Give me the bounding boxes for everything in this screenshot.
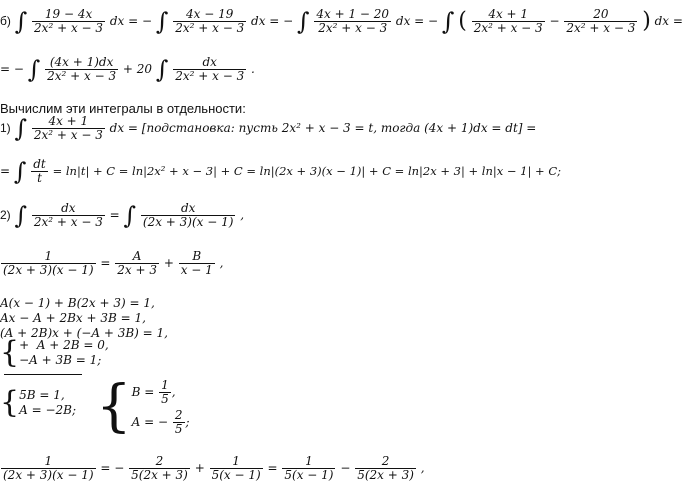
integral-sign: ∫ bbox=[27, 55, 41, 84]
equation-row: (A + 2B)x + (−A + 3B) = 1, bbox=[0, 326, 168, 340]
line-2 bbox=[0, 202, 244, 229]
fraction: $\frac{19 - 4x}{\text{2x² + x − 3}}$ bbox=[34, 7, 104, 35]
brace: { bbox=[0, 335, 20, 370]
fraction: $\frac{1}{5}$ bbox=[161, 378, 169, 406]
paren: ) bbox=[642, 8, 651, 34]
fraction: $\frac{4x + 1}{\text{2x² + x − 3}}$ bbox=[473, 7, 543, 35]
fraction: $\frac{4x + 1}{\text{2x² + x − 3}}$ bbox=[33, 114, 103, 142]
section-heading: Вычислим эти интегралы в отдельности: bbox=[0, 101, 246, 116]
math-text: + bbox=[194, 461, 205, 475]
system-row: A = −2B; bbox=[19, 403, 76, 417]
math-text: − bbox=[549, 14, 560, 28]
label-b: б) bbox=[0, 14, 11, 28]
fraction: $\frac{dt}{t}$ bbox=[33, 157, 46, 185]
math-text: dx = − bbox=[395, 14, 439, 28]
math-text: dx = bbox=[654, 14, 683, 28]
math-text: = bbox=[100, 256, 111, 270]
math-text: , bbox=[240, 208, 245, 222]
plus-sign: + bbox=[19, 338, 30, 352]
paren: ( bbox=[458, 8, 467, 34]
system-3 bbox=[96, 374, 190, 439]
integral-sign: ∫ bbox=[13, 157, 27, 186]
integral-sign: ∫ bbox=[155, 7, 169, 36]
system-rows bbox=[132, 377, 190, 437]
math-text: = bbox=[109, 208, 120, 222]
line-b2 bbox=[0, 56, 255, 83]
fraction: $\frac{dx}{\text{2x² + x − 3}}$ bbox=[175, 55, 245, 83]
math-text: dx = [подстановка: пусть 2x² + x − 3 = t, тогда (4x + 1)dx = dt] = bbox=[109, 121, 537, 135]
system-2 bbox=[0, 385, 76, 420]
equation-row: A(x − 1) + B(2x + 3) = 1, bbox=[0, 296, 155, 310]
system-row: A + 2B = 0, bbox=[36, 338, 109, 352]
system-rows bbox=[19, 338, 109, 368]
label-2: 2) bbox=[0, 208, 11, 222]
math-text: , bbox=[420, 461, 425, 475]
brace: { bbox=[0, 385, 20, 420]
math-text: dx = − bbox=[109, 14, 153, 28]
fraction: $\frac{20}{\text{2x² + x − 3}}$ bbox=[566, 7, 636, 35]
integral-sign: ∫ bbox=[155, 55, 169, 84]
fraction: $\frac{2}{5(2x + 3)}$ bbox=[131, 454, 188, 482]
fraction: $\frac{A}{2x + 3}$ bbox=[117, 249, 157, 277]
system-1 bbox=[0, 335, 109, 370]
line-1 bbox=[0, 115, 536, 142]
line-final-decomposition bbox=[0, 455, 425, 482]
integral-sign: ∫ bbox=[14, 7, 28, 36]
math-text: = − bbox=[100, 461, 125, 475]
math-text: . bbox=[251, 62, 255, 76]
math-text: + bbox=[163, 256, 174, 270]
system-rows bbox=[19, 388, 76, 418]
math-text: = − bbox=[0, 62, 24, 76]
fraction: $\frac{4x - 19}{\text{2x² + x − 3}}$ bbox=[175, 7, 245, 35]
fraction: $\frac{2}{5}$ bbox=[174, 408, 183, 436]
math-text: + 20 bbox=[122, 62, 153, 76]
label-1: 1) bbox=[0, 121, 11, 135]
fraction: $\frac{4x + 1 - 20}{\text{2x² + x − 3}}$ bbox=[316, 7, 390, 35]
fraction: $\frac{B}{x - 1}$ bbox=[180, 249, 213, 277]
math-text: − bbox=[340, 461, 351, 475]
line-partial-fractions bbox=[0, 250, 223, 277]
math-text: ; bbox=[185, 415, 190, 429]
math-text: , bbox=[219, 256, 224, 270]
integral-sign: ∫ bbox=[14, 201, 28, 230]
math-text: = ln|t| + C = ln|2x² + x − 3| + C = ln|(2x + 3)(x − 1)| + C = ln|2x + 3| + ln|x − 1| + C; bbox=[52, 164, 561, 178]
system-row: −A + 3B = 1; bbox=[19, 353, 102, 367]
fraction: $\frac{dx}{(2x + 3)(x - 1)}$ bbox=[142, 201, 234, 229]
fraction: $\frac{1}{(2x + 3)(x - 1)}$ bbox=[3, 249, 94, 277]
system-row: 5B = 1, bbox=[19, 388, 65, 402]
line-b bbox=[0, 8, 683, 35]
integral-sign: ∫ bbox=[123, 201, 137, 230]
equation-row: Ax − A + 2Bx + 3B = 1, bbox=[0, 311, 146, 325]
line-1b bbox=[0, 158, 561, 185]
fraction: $\frac{(4x + 1)dx}{\text{2x² + x − 3}}$ bbox=[47, 55, 117, 83]
fraction: $\frac{2}{5(2x + 3)}$ bbox=[357, 454, 414, 482]
fraction: $\frac{1}{5(x - 1)}$ bbox=[284, 454, 334, 482]
math-text: , bbox=[171, 385, 176, 399]
fraction: $\frac{1}{5(x - 1)}$ bbox=[211, 454, 261, 482]
integral-sign: ∫ bbox=[441, 7, 455, 36]
fraction: $\frac{1}{(2x + 3)(x - 1)}$ bbox=[3, 454, 94, 482]
math-text: = bbox=[0, 164, 11, 178]
math-text: dx = − bbox=[251, 14, 294, 28]
integral-sign: ∫ bbox=[297, 7, 310, 36]
brace: { bbox=[96, 374, 132, 439]
math-text: A = − bbox=[131, 415, 169, 429]
sum-underline bbox=[4, 374, 82, 375]
math-text: B = bbox=[131, 385, 155, 399]
integral-sign: ∫ bbox=[14, 114, 28, 143]
math-text: = bbox=[267, 461, 278, 475]
fraction: $\frac{dx}{\text{2x² + x − 3}}$ bbox=[33, 201, 103, 229]
